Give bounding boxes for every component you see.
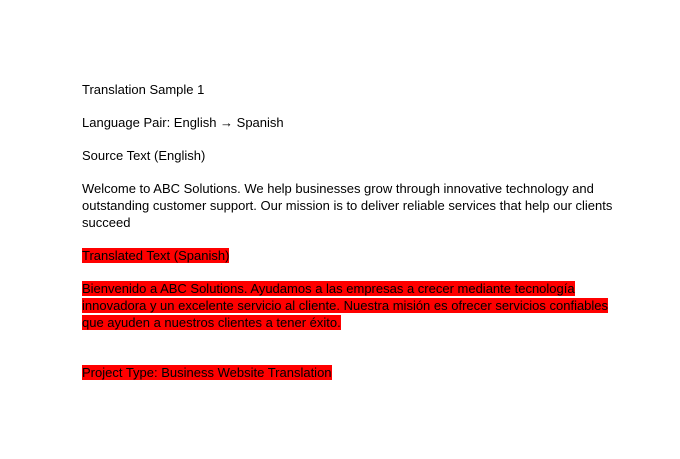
highlighted-translated-paragraph: Bienvenido a ABC Solutions. Ayudamos a las empresas a crecer mediante tecnología innovadora y un excelente servicio al cliente. Nuestra misión es ofrecer servicios confiables que ayuden a nuestros clientes a tener éxito. [82,281,609,330]
language-pair: Language Pair: English → Spanish [82,115,284,130]
translated-text-paragraph [82,280,622,331]
source-text-heading: Source Text (English) [82,148,206,163]
translated-text-heading [82,247,622,264]
highlighted-translated-heading: Translated Text (Spanish) [82,248,230,263]
document-title: Translation Sample 1 [82,82,205,97]
highlighted-project-type: Project Type: Business Website Translation [82,365,332,380]
document-body [82,81,622,381]
source-text-paragraph: Welcome to ABC Solutions. We help businesses grow through innovative technology and outstanding customer support. Our mission is to deliver reliable services that help our clients succeed [82,181,613,230]
project-type [82,364,622,381]
